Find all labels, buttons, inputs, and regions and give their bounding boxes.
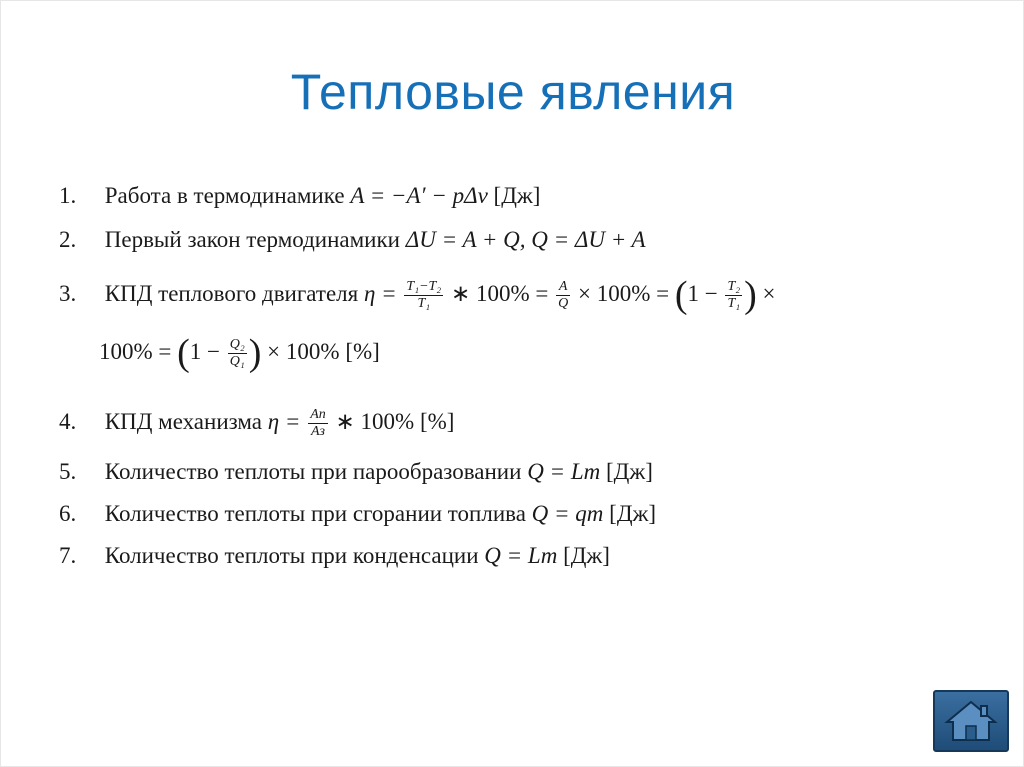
list-item [59,227,646,253]
formula-part: ∗ 100% = [450,280,549,306]
item-formula: Q = Lm [484,543,558,568]
fraction-numerator: A [556,279,570,296]
item-unit: [Дж] [563,543,610,568]
item-formula: Q = Lm [527,459,601,484]
fraction [725,279,742,312]
item-formula: Q = qm [531,501,604,526]
fraction-numerator: Q₂ [228,337,247,354]
item-unit: [%] [419,408,455,434]
formula-part: 1 − [687,280,718,306]
item-unit: [%] [345,338,380,364]
item-text: Количество теплоты при парообразовании [104,459,522,484]
list-item [59,501,656,527]
fraction-denominator: Q₁ [229,354,245,370]
close-paren: ) [744,273,757,316]
formula-part: × 100% [267,338,340,364]
fraction-denominator: T₁ [417,296,431,312]
eta-symbol: η = [363,280,397,306]
item-text: Количество теплоты при конденсации [104,543,479,568]
item-text: Первый закон термодинамики [104,227,400,252]
item-number: 7. [59,543,77,568]
open-paren: ( [177,331,190,374]
close-paren: ) [248,331,262,374]
fraction-denominator: T₁ [727,296,741,312]
home-icon [943,698,999,744]
formula-part: 1 − [189,338,221,364]
item-text: КПД теплового двигателя [104,280,359,306]
fraction-numerator: T₁−T₂ [404,279,443,296]
item-text: Количество теплоты при сгорании топлива [104,501,526,526]
fraction [404,279,443,312]
list-item [59,183,540,209]
item-number: 5. [59,459,77,484]
list-item-continuation [99,331,380,374]
fraction-denominator: Q [558,296,569,312]
item-text: КПД механизма [104,408,262,434]
list-item [59,543,610,569]
fraction [556,279,570,312]
list-item [59,459,653,485]
item-formula: ΔU = A + Q, Q = ΔU + A [405,227,646,252]
open-paren: ( [674,273,688,316]
item-formula: A = −A′ − pΔv [350,183,488,208]
list-item [59,273,776,316]
formula-part: × 100% = [577,280,670,306]
fraction [308,407,328,440]
item-unit: [Дж] [609,501,657,526]
item-unit: [Дж] [605,459,653,484]
eta-symbol: η = [267,408,301,434]
item-unit: [Дж] [493,183,541,208]
home-button[interactable] [933,690,1009,752]
formula-part: 100% = [99,338,172,364]
slide-title: Тепловые явления [290,64,736,120]
fraction-denominator: Aз [310,424,325,440]
fraction [228,337,247,370]
formula-part: ∗ 100% [335,408,415,434]
item-number: 4. [59,408,77,434]
item-number: 3. [59,280,77,306]
item-number: 6. [59,501,77,526]
item-number: 2. [59,227,77,252]
item-number: 1. [59,183,77,208]
fraction-numerator: T₂ [725,279,742,296]
item-text: Работа в термодинамике [104,183,345,208]
list-item [59,407,454,440]
fraction-numerator: Aп [308,407,328,424]
formula-part: × [762,280,776,306]
